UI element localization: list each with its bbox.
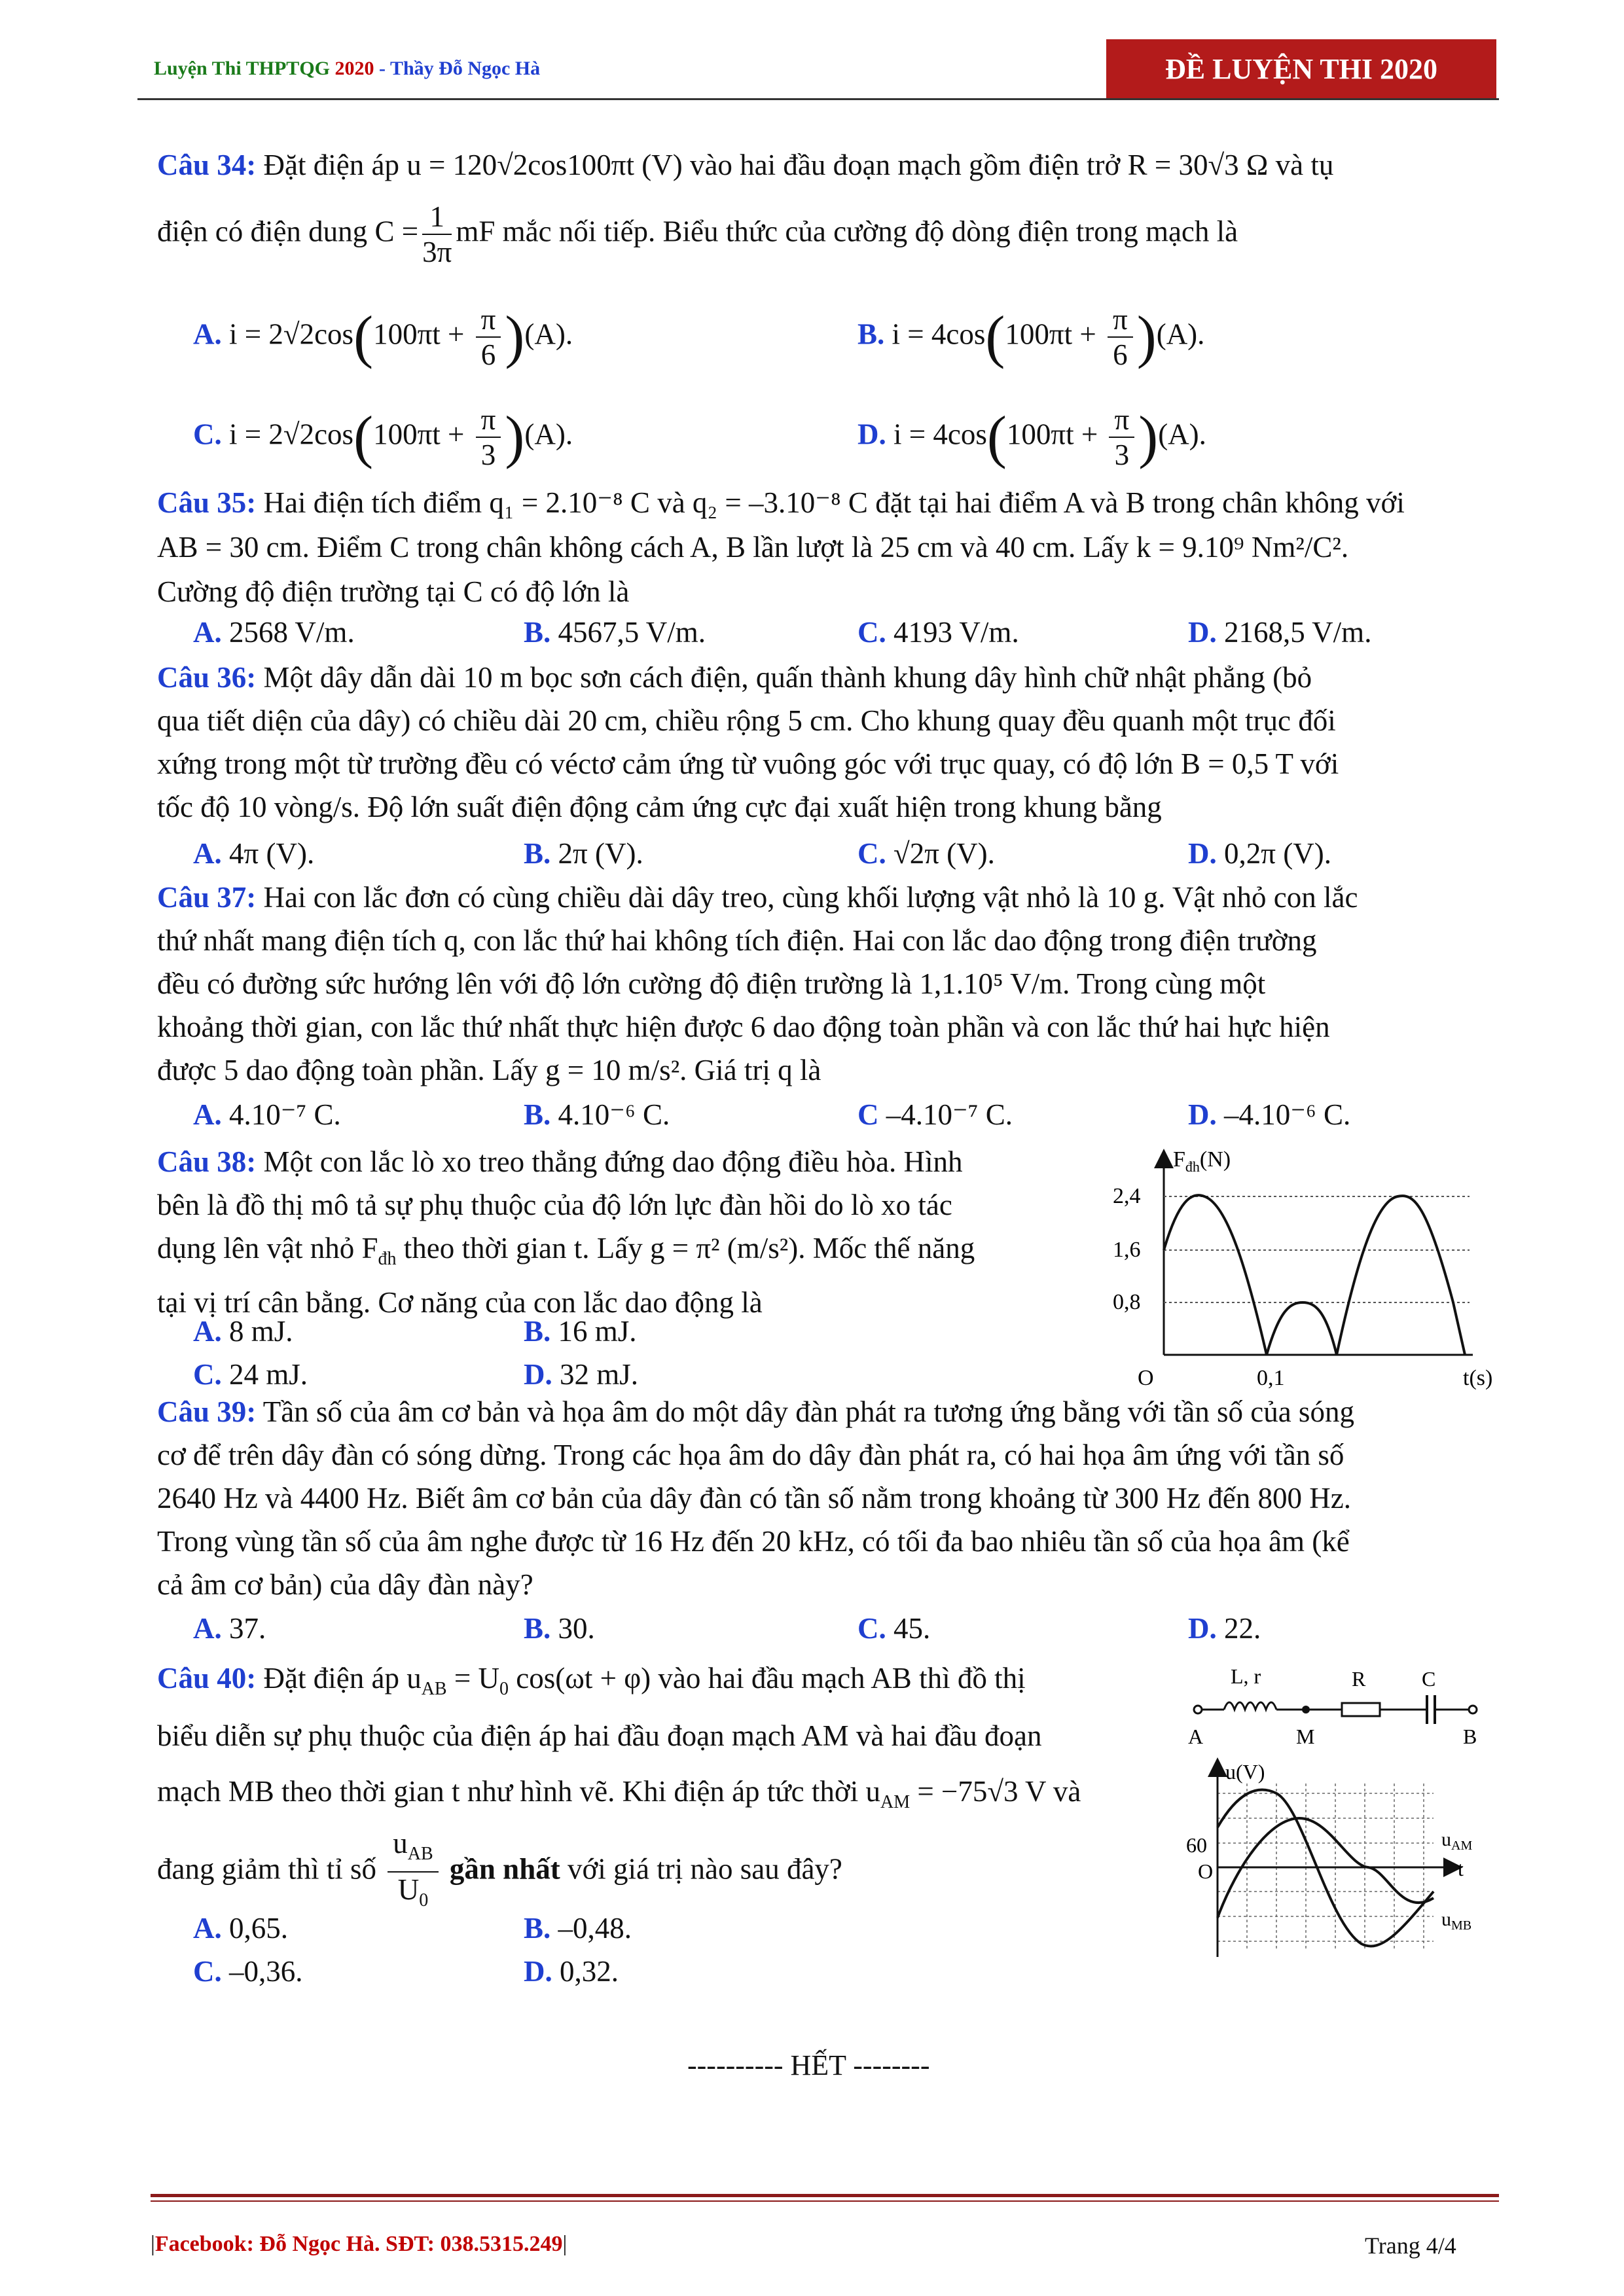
q40-text: với giá trị nào sau đây? bbox=[560, 1852, 842, 1886]
q34-cap-symbol: C = bbox=[374, 215, 419, 248]
q40-option-c[interactable] bbox=[193, 1954, 303, 1988]
q40-voltage-formula: $u_{AB} = U_0$ cos(ωt + φ) bbox=[406, 1662, 651, 1699]
option-text: 4π (V). bbox=[229, 837, 315, 870]
option-letter: C. bbox=[193, 1358, 222, 1391]
option-text: –0,48. bbox=[558, 1912, 632, 1945]
option-text: 16 mJ. bbox=[558, 1315, 637, 1348]
option-letter: A. bbox=[193, 317, 222, 351]
header-divider bbox=[137, 98, 1499, 100]
q34-option-a[interactable]: A. i = 2√2cos(100πt + $\frac{\pi}{6}$ )(A). bbox=[193, 303, 573, 371]
option-text: –4.10⁻⁶ C. bbox=[1224, 1098, 1351, 1131]
q40-voltage-graph bbox=[1172, 1754, 1499, 1970]
q34-label: Câu 34: bbox=[157, 149, 257, 181]
q38-line2: bên là đồ thị mô tả sự phụ thuộc của độ lớn lực đàn hồi do lò xo tác bbox=[157, 1189, 952, 1221]
q40-uam-sub: AM bbox=[880, 1792, 911, 1812]
option-letter: C. bbox=[857, 837, 886, 870]
q35-line1: Hai điện tích điểm q₁ = 2.10⁻⁸ C và q₂ = –3.10⁻⁸ C đặt tại hai điểm A và B trong chân không với bbox=[263, 486, 1405, 519]
q34-line1 bbox=[157, 143, 1333, 187]
q34-cap-num: 1 bbox=[422, 200, 452, 235]
option-text: 2π (V). bbox=[558, 837, 643, 870]
header-year: 2020 bbox=[334, 58, 374, 79]
q36-line2: qua tiết diện của dây) có chiều dài 20 cm, chiều rộng 5 cm. Cho khung quay đều quanh một trục đối bbox=[157, 704, 1336, 737]
option-math: i = 4cos bbox=[893, 418, 987, 451]
q36-line1: Một dây dẫn dài 10 m bọc sơn cách điện, quấn thành khung dây hình chữ nhật phẳng (bỏ bbox=[263, 661, 1312, 694]
option-math: i = 2√2cos bbox=[229, 418, 354, 451]
graph-xlabel: t(s) bbox=[1463, 1366, 1493, 1390]
q38-line1: Một con lắc lò xo treo thẳng đứng dao động điều hòa. Hình bbox=[263, 1145, 963, 1178]
q34-line2 bbox=[157, 200, 1238, 269]
q40-uam: u bbox=[865, 1775, 880, 1808]
q38-force-graph bbox=[1106, 1139, 1525, 1401]
footer-bar: | bbox=[562, 2232, 568, 2256]
frac-den: 3 bbox=[1114, 439, 1130, 471]
footer-bar: | bbox=[151, 2232, 155, 2256]
option-letter: B. bbox=[857, 317, 885, 351]
footer-contact-text: Facebook: Đỗ Ngọc Hà. SĐT: 038.5315.249 bbox=[154, 2232, 563, 2256]
q37-option-a[interactable] bbox=[193, 1097, 341, 1132]
q40-bold: gần nhất bbox=[449, 1852, 560, 1886]
q37-line4: khoảng thời gian, con lắc thứ nhất thực hiện được 6 dao động toàn phần và con lắc thứ hai hực hiện bbox=[157, 1011, 1330, 1043]
q35-option-b[interactable] bbox=[524, 615, 706, 649]
option-math: 100πt + bbox=[373, 317, 472, 351]
option-math: i = 4cos bbox=[892, 317, 986, 351]
q34-option-c[interactable]: C. i = 2√2cos(100πt + $\frac{\pi}{3}$ )(A). bbox=[193, 403, 573, 471]
graph-xlabel: t bbox=[1458, 1857, 1464, 1880]
uam-label: $u_{AM}$ bbox=[1441, 1829, 1473, 1853]
q34-text: (V) vào hai đầu đoạn mạch gồm điện trở bbox=[634, 149, 1128, 181]
q35-text bbox=[157, 480, 1499, 614]
option-letter: C. bbox=[193, 1955, 222, 1988]
q38-label: Câu 38: bbox=[157, 1145, 257, 1178]
option-math: (A). bbox=[1156, 317, 1205, 351]
q34-option-d[interactable]: D. i = 4cos(100πt + $\frac{\pi}{3}$ )(A). bbox=[857, 403, 1206, 471]
q36-text bbox=[157, 656, 1499, 829]
label-c: C bbox=[1422, 1667, 1436, 1691]
q39-option-a[interactable] bbox=[193, 1611, 266, 1645]
frac-den: 6 bbox=[480, 338, 496, 371]
q37-line2: thứ nhất mang điện tích q, con lắc thứ hai không tích điện. Hai con lắc dao động trong điện trường bbox=[157, 924, 1317, 957]
force-curve bbox=[1164, 1195, 1465, 1355]
graph-ylabel: $F_{đh}(N)$ bbox=[1173, 1147, 1231, 1175]
option-text: 8 mJ. bbox=[229, 1315, 293, 1348]
header-title-box: ĐỀ LUYỆN THI 2020 bbox=[1106, 39, 1496, 99]
q40-ratio: $\frac{u_{AB}}{U_0}$ bbox=[388, 1826, 438, 1918]
q36-option-c[interactable] bbox=[857, 836, 995, 870]
option-letter: D. bbox=[1188, 837, 1217, 870]
option-letter: D. bbox=[1188, 1612, 1217, 1645]
option-math: 100πt + bbox=[373, 418, 472, 451]
q40-option-d[interactable] bbox=[524, 1954, 619, 1988]
option-letter: A. bbox=[193, 1612, 222, 1645]
option-text: 0,32. bbox=[560, 1955, 619, 1988]
option-letter: D. bbox=[857, 418, 886, 451]
option-text: 24 mJ. bbox=[229, 1358, 308, 1391]
frac-num: π bbox=[476, 403, 501, 438]
q40-line3 bbox=[157, 1769, 1165, 1825]
option-math: (A). bbox=[1158, 418, 1206, 451]
option-text: 0,65. bbox=[229, 1912, 288, 1945]
ytick-label: 2,4 bbox=[1113, 1184, 1141, 1208]
q34-voltage: u = 120√2cos100πt bbox=[406, 149, 634, 181]
option-letter: D. bbox=[1188, 1098, 1217, 1131]
label-node-b: B bbox=[1463, 1725, 1477, 1748]
option-text: –4.10⁻⁷ C. bbox=[886, 1098, 1013, 1131]
q40-text: Đặt điện áp bbox=[263, 1662, 407, 1695]
q36-line3: xứng trong một từ trường đều có véctơ cảm ứng từ vuông góc với trục quay, có độ lớn B = 0,5 T với bbox=[157, 747, 1339, 780]
footer-contact bbox=[151, 2232, 567, 2257]
label-lr: L, r bbox=[1231, 1664, 1261, 1688]
q38-option-b[interactable] bbox=[524, 1314, 637, 1348]
q39-option-c[interactable] bbox=[857, 1611, 930, 1645]
option-math: (A). bbox=[524, 317, 573, 351]
q40-option-a[interactable] bbox=[193, 1911, 288, 1945]
label-node-m: M bbox=[1296, 1725, 1315, 1748]
origin-label: O bbox=[1198, 1859, 1214, 1883]
q40-line4 bbox=[157, 1826, 1165, 1918]
q34-cap-fraction bbox=[422, 200, 452, 269]
q40-line1 bbox=[157, 1656, 1165, 1712]
frac-num: π bbox=[476, 302, 501, 338]
q34-cap-den: 3π bbox=[422, 236, 452, 268]
option-text: 4193 V/m. bbox=[893, 616, 1019, 649]
option-letter: B. bbox=[524, 837, 551, 870]
q40-line2: biểu diễn sự phụ thuộc của điện áp hai đầu đoạn mạch AM và hai đầu đoạn bbox=[157, 1719, 1042, 1752]
q35-option-a[interactable] bbox=[193, 615, 355, 649]
option-text: 0,2π (V). bbox=[1224, 837, 1331, 870]
option-text: 32 mJ. bbox=[560, 1358, 639, 1391]
option-letter: B. bbox=[524, 1912, 551, 1945]
q40-circuit-diagram bbox=[1172, 1662, 1499, 1754]
option-text: 22. bbox=[1224, 1612, 1261, 1645]
option-letter: C. bbox=[857, 616, 886, 649]
footer-divider-thin bbox=[151, 2200, 1499, 2202]
q37-option-b[interactable] bbox=[524, 1097, 670, 1132]
q36-option-d[interactable] bbox=[1188, 836, 1331, 870]
option-text: 4567,5 V/m. bbox=[558, 616, 706, 649]
option-text: 37. bbox=[229, 1612, 266, 1645]
q38-option-d[interactable] bbox=[524, 1357, 638, 1391]
resistor-symbol bbox=[1342, 1703, 1380, 1716]
header-left bbox=[154, 58, 540, 80]
option-letter: B. bbox=[524, 616, 551, 649]
q34-text: mF mắc nối tiếp. Biểu thức của cường độ dòng điện trong mạch là bbox=[456, 215, 1238, 248]
q38-option-c[interactable] bbox=[193, 1357, 308, 1391]
q34-text: điện có điện dung bbox=[157, 215, 375, 248]
origin-label: O bbox=[1138, 1366, 1154, 1390]
option-text: 2168,5 V/m. bbox=[1224, 616, 1372, 649]
frac-den: 6 bbox=[1113, 338, 1128, 371]
option-letter: B. bbox=[524, 1098, 551, 1131]
ytick-label: 0,8 bbox=[1113, 1290, 1141, 1314]
graph-ylabel: u(V) bbox=[1225, 1760, 1265, 1784]
q39-line1: Tần số của âm cơ bản và họa âm do một dây đàn phát ra tương ứng bằng với tần số của sóng bbox=[262, 1395, 1354, 1428]
q38-line3: dụng lên vật nhỏ F bbox=[157, 1232, 378, 1265]
option-letter: D. bbox=[1188, 616, 1217, 649]
q35-option-c[interactable] bbox=[857, 615, 1019, 649]
q36-option-a[interactable] bbox=[193, 836, 314, 870]
q34-text: và tụ bbox=[1268, 149, 1334, 181]
q39-line2: cơ để trên dây đàn có sóng dừng. Trong các họa âm do dây đàn phát ra, có hai họa âm ứng với tần số bbox=[157, 1439, 1344, 1471]
q38-sub: đh bbox=[378, 1249, 397, 1269]
q37-text bbox=[157, 876, 1499, 1092]
option-text: √2π (V). bbox=[893, 837, 995, 870]
q37-line5: được 5 dao động toàn phần. Lấy g = 10 m/s². Giá trị q là bbox=[157, 1054, 821, 1086]
option-letter: A. bbox=[193, 1098, 222, 1131]
option-letter: C. bbox=[857, 1612, 886, 1645]
q35-option-d[interactable] bbox=[1188, 615, 1371, 649]
q39-line4: Trong vùng tần số của âm nghe được từ 16 Hz đến 20 kHz, có tối đa bao nhiêu tần số của họa âm (kể bbox=[157, 1525, 1350, 1558]
option-letter: A. bbox=[193, 1315, 222, 1348]
option-math: 100πt + bbox=[1005, 317, 1104, 351]
q40-uam-value: = −75√3 V bbox=[910, 1775, 1046, 1808]
q37-option-c[interactable] bbox=[857, 1097, 1013, 1132]
label-node-a: A bbox=[1188, 1725, 1204, 1748]
q37-line3: đều có đường sức hướng lên với độ lớn cường độ điện trường là 1,1.10⁵ V/m. Trong cùng một bbox=[157, 967, 1266, 1000]
q37-line1: Hai con lắc đơn có cùng chiều dài dây treo, cùng khối lượng vật nhỏ là 10 g. Vật nhỏ con lắc bbox=[263, 881, 1358, 914]
q39-line3: 2640 Hz và 4400 Hz. Biết âm cơ bản của dây đàn có tần số nằm trong khoảng từ 300 Hz đến 800 Hz. bbox=[157, 1482, 1351, 1515]
inductor-symbol bbox=[1224, 1702, 1276, 1710]
header-course: Luyện Thi THPTQG bbox=[154, 58, 335, 79]
node-a-dot bbox=[1194, 1706, 1202, 1713]
q38-option-a[interactable] bbox=[193, 1314, 293, 1348]
option-text: 4.10⁻⁶ C. bbox=[558, 1098, 670, 1131]
option-text: –0,36. bbox=[229, 1955, 303, 1988]
end-mark: ---------- HẾT -------- bbox=[687, 2049, 930, 2081]
option-letter: D. bbox=[524, 1358, 552, 1391]
q34-option-b[interactable]: B. i = 4cos(100πt + $\frac{\pi}{6}$ )(A). bbox=[857, 303, 1205, 371]
q37-label: Câu 37: bbox=[157, 881, 257, 914]
q38-line3b: theo thời gian t. Lấy g = π² (m/s²). Mốc thế năng bbox=[396, 1232, 975, 1265]
q39-line5: cả âm cơ bản) của dây đàn này? bbox=[157, 1568, 533, 1601]
q36-line4: tốc độ 10 vòng/s. Độ lớn suất điện động cảm ứng cực đại xuất hiện trong khung bằng bbox=[157, 791, 1162, 823]
q40-option-b[interactable] bbox=[524, 1911, 632, 1945]
option-letter: A. bbox=[193, 1912, 222, 1945]
q38-text bbox=[157, 1140, 1100, 1324]
q35-line3: Cường độ điện trường tại C có độ lớn là bbox=[157, 575, 630, 608]
header-sep: - bbox=[374, 58, 390, 79]
option-math: i = 2√2cos bbox=[229, 317, 354, 351]
option-text: 4.10⁻⁷ C. bbox=[229, 1098, 341, 1131]
xtick-label: 0,1 bbox=[1257, 1366, 1285, 1390]
frac-num: π bbox=[1109, 403, 1134, 438]
option-letter: D. bbox=[524, 1955, 552, 1988]
q38-line4: tại vị trí cân bằng. Cơ năng của con lắc dao động là bbox=[157, 1286, 763, 1319]
option-letter: C. bbox=[193, 418, 222, 451]
option-math: 100πt + bbox=[1006, 418, 1106, 451]
option-math: (A). bbox=[524, 418, 573, 451]
ytick-label: 1,6 bbox=[1113, 1238, 1141, 1262]
footer-divider bbox=[151, 2194, 1499, 2197]
q40-text: vào hai đầu mạch AB thì đồ thị bbox=[651, 1662, 1026, 1695]
q39-text bbox=[157, 1390, 1499, 1606]
option-letter: C bbox=[857, 1098, 879, 1131]
page-number: Trang 4/4 bbox=[1365, 2233, 1456, 2259]
q40-label: Câu 40: bbox=[157, 1662, 257, 1695]
option-letter: B. bbox=[524, 1315, 551, 1348]
q39-option-d[interactable] bbox=[1188, 1611, 1261, 1645]
frac-num: π bbox=[1108, 302, 1133, 338]
q36-option-b[interactable] bbox=[524, 836, 643, 870]
node-m-dot bbox=[1302, 1706, 1310, 1713]
option-letter: A. bbox=[193, 616, 222, 649]
q40-text: đang giảm thì tỉ số bbox=[157, 1852, 384, 1886]
q35-label: Câu 35: bbox=[157, 486, 257, 519]
option-text: 30. bbox=[558, 1612, 595, 1645]
option-letter: B. bbox=[524, 1612, 551, 1645]
umb-label: $u_{MB}$ bbox=[1441, 1909, 1472, 1933]
q40-text: và bbox=[1045, 1775, 1081, 1808]
q36-label: Câu 36: bbox=[157, 661, 257, 694]
q39-label: Câu 39: bbox=[157, 1395, 257, 1428]
node-b-dot bbox=[1469, 1706, 1477, 1713]
option-text: 45. bbox=[893, 1612, 931, 1645]
label-r: R bbox=[1352, 1667, 1366, 1691]
q35-line2: AB = 30 cm. Điểm C trong chân không cách A, B lần lượt là 25 cm và 40 cm. Lấy k = 9.10⁹ Nm²/C². bbox=[157, 531, 1349, 564]
q39-option-b[interactable] bbox=[524, 1611, 595, 1645]
header-teacher: Thầy Đỗ Ngọc Hà bbox=[389, 58, 541, 79]
option-text: 2568 V/m. bbox=[229, 616, 355, 649]
q37-option-d[interactable] bbox=[1188, 1097, 1350, 1132]
option-letter: A. bbox=[193, 837, 222, 870]
frac-den: 3 bbox=[480, 439, 496, 471]
q40-text: mạch MB theo thời gian t như hình vẽ. Khi điện áp tức thời bbox=[157, 1775, 866, 1808]
q34-resistance: R = 30√3 Ω bbox=[1127, 149, 1269, 181]
q34-text: Đặt điện áp bbox=[263, 149, 407, 181]
ytick-label: 60 bbox=[1186, 1833, 1207, 1857]
